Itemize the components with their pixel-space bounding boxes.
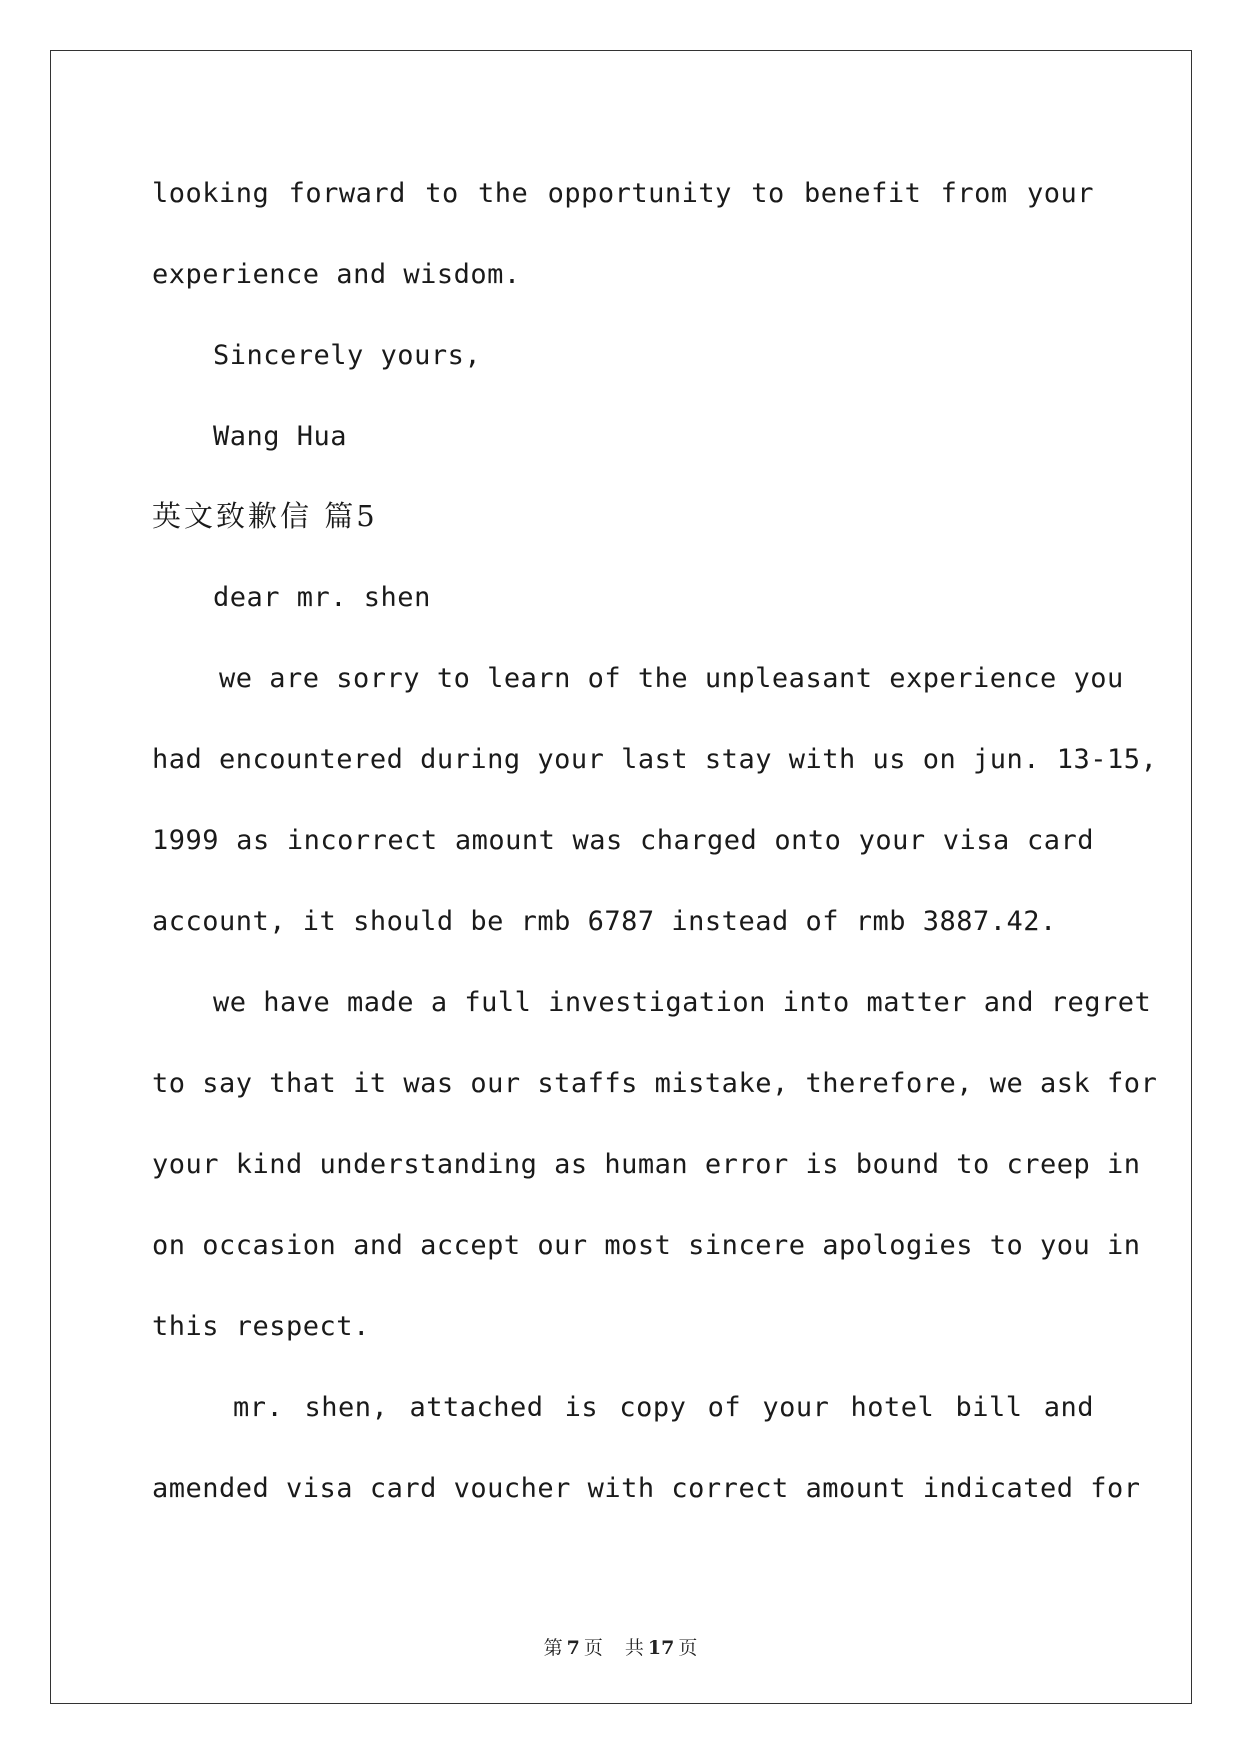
text-line: account, it should be rmb 6787 instead of rmb 3887.42. [152,906,1057,937]
total-suffix: 页 [678,1637,698,1659]
page-number: 7 [566,1637,580,1659]
text-line: we are sorry to learn of the unpleasant experience you [219,663,1124,694]
text-line: mr. shen, attached is copy of your hotel bill and [233,1392,1094,1423]
text-line: 1999 as incorrect amount was charged onto your visa card [152,825,1094,856]
page-border [50,50,1192,1704]
page-suffix: 页 [583,1637,603,1659]
total-prefix: 共 [624,1637,644,1659]
page-indicator [540,1637,607,1659]
text-line: looking forward to the opportunity to benefit from your [152,178,1094,209]
text-line: to say that it was our staffs mistake, therefore, we ask for [152,1068,1158,1099]
total-pages: 17 [647,1637,675,1659]
text-line: amended visa card voucher with correct amount indicated for [152,1473,1141,1504]
text-line: on occasion and accept our most sincere apologies to you in [152,1230,1141,1261]
text-line: your kind understanding as human error is bound to creep in [152,1149,1141,1180]
text-line: we have made a full investigation into matter and regret [213,987,1152,1018]
text-line: had encountered during your last stay with us on jun. 13-15, [152,744,1158,775]
closing-line: Sincerely yours, [213,340,482,371]
salutation-line: dear mr. shen [213,582,431,613]
text-line: experience and wisdom. [152,259,521,290]
signature-line: Wang Hua [213,421,348,452]
page-prefix: 第 [543,1637,563,1659]
section-heading: 英文致歉信 篇5 [152,499,378,533]
page-footer [0,1633,1241,1660]
total-indicator [621,1637,701,1659]
text-line: this respect. [152,1311,370,1342]
